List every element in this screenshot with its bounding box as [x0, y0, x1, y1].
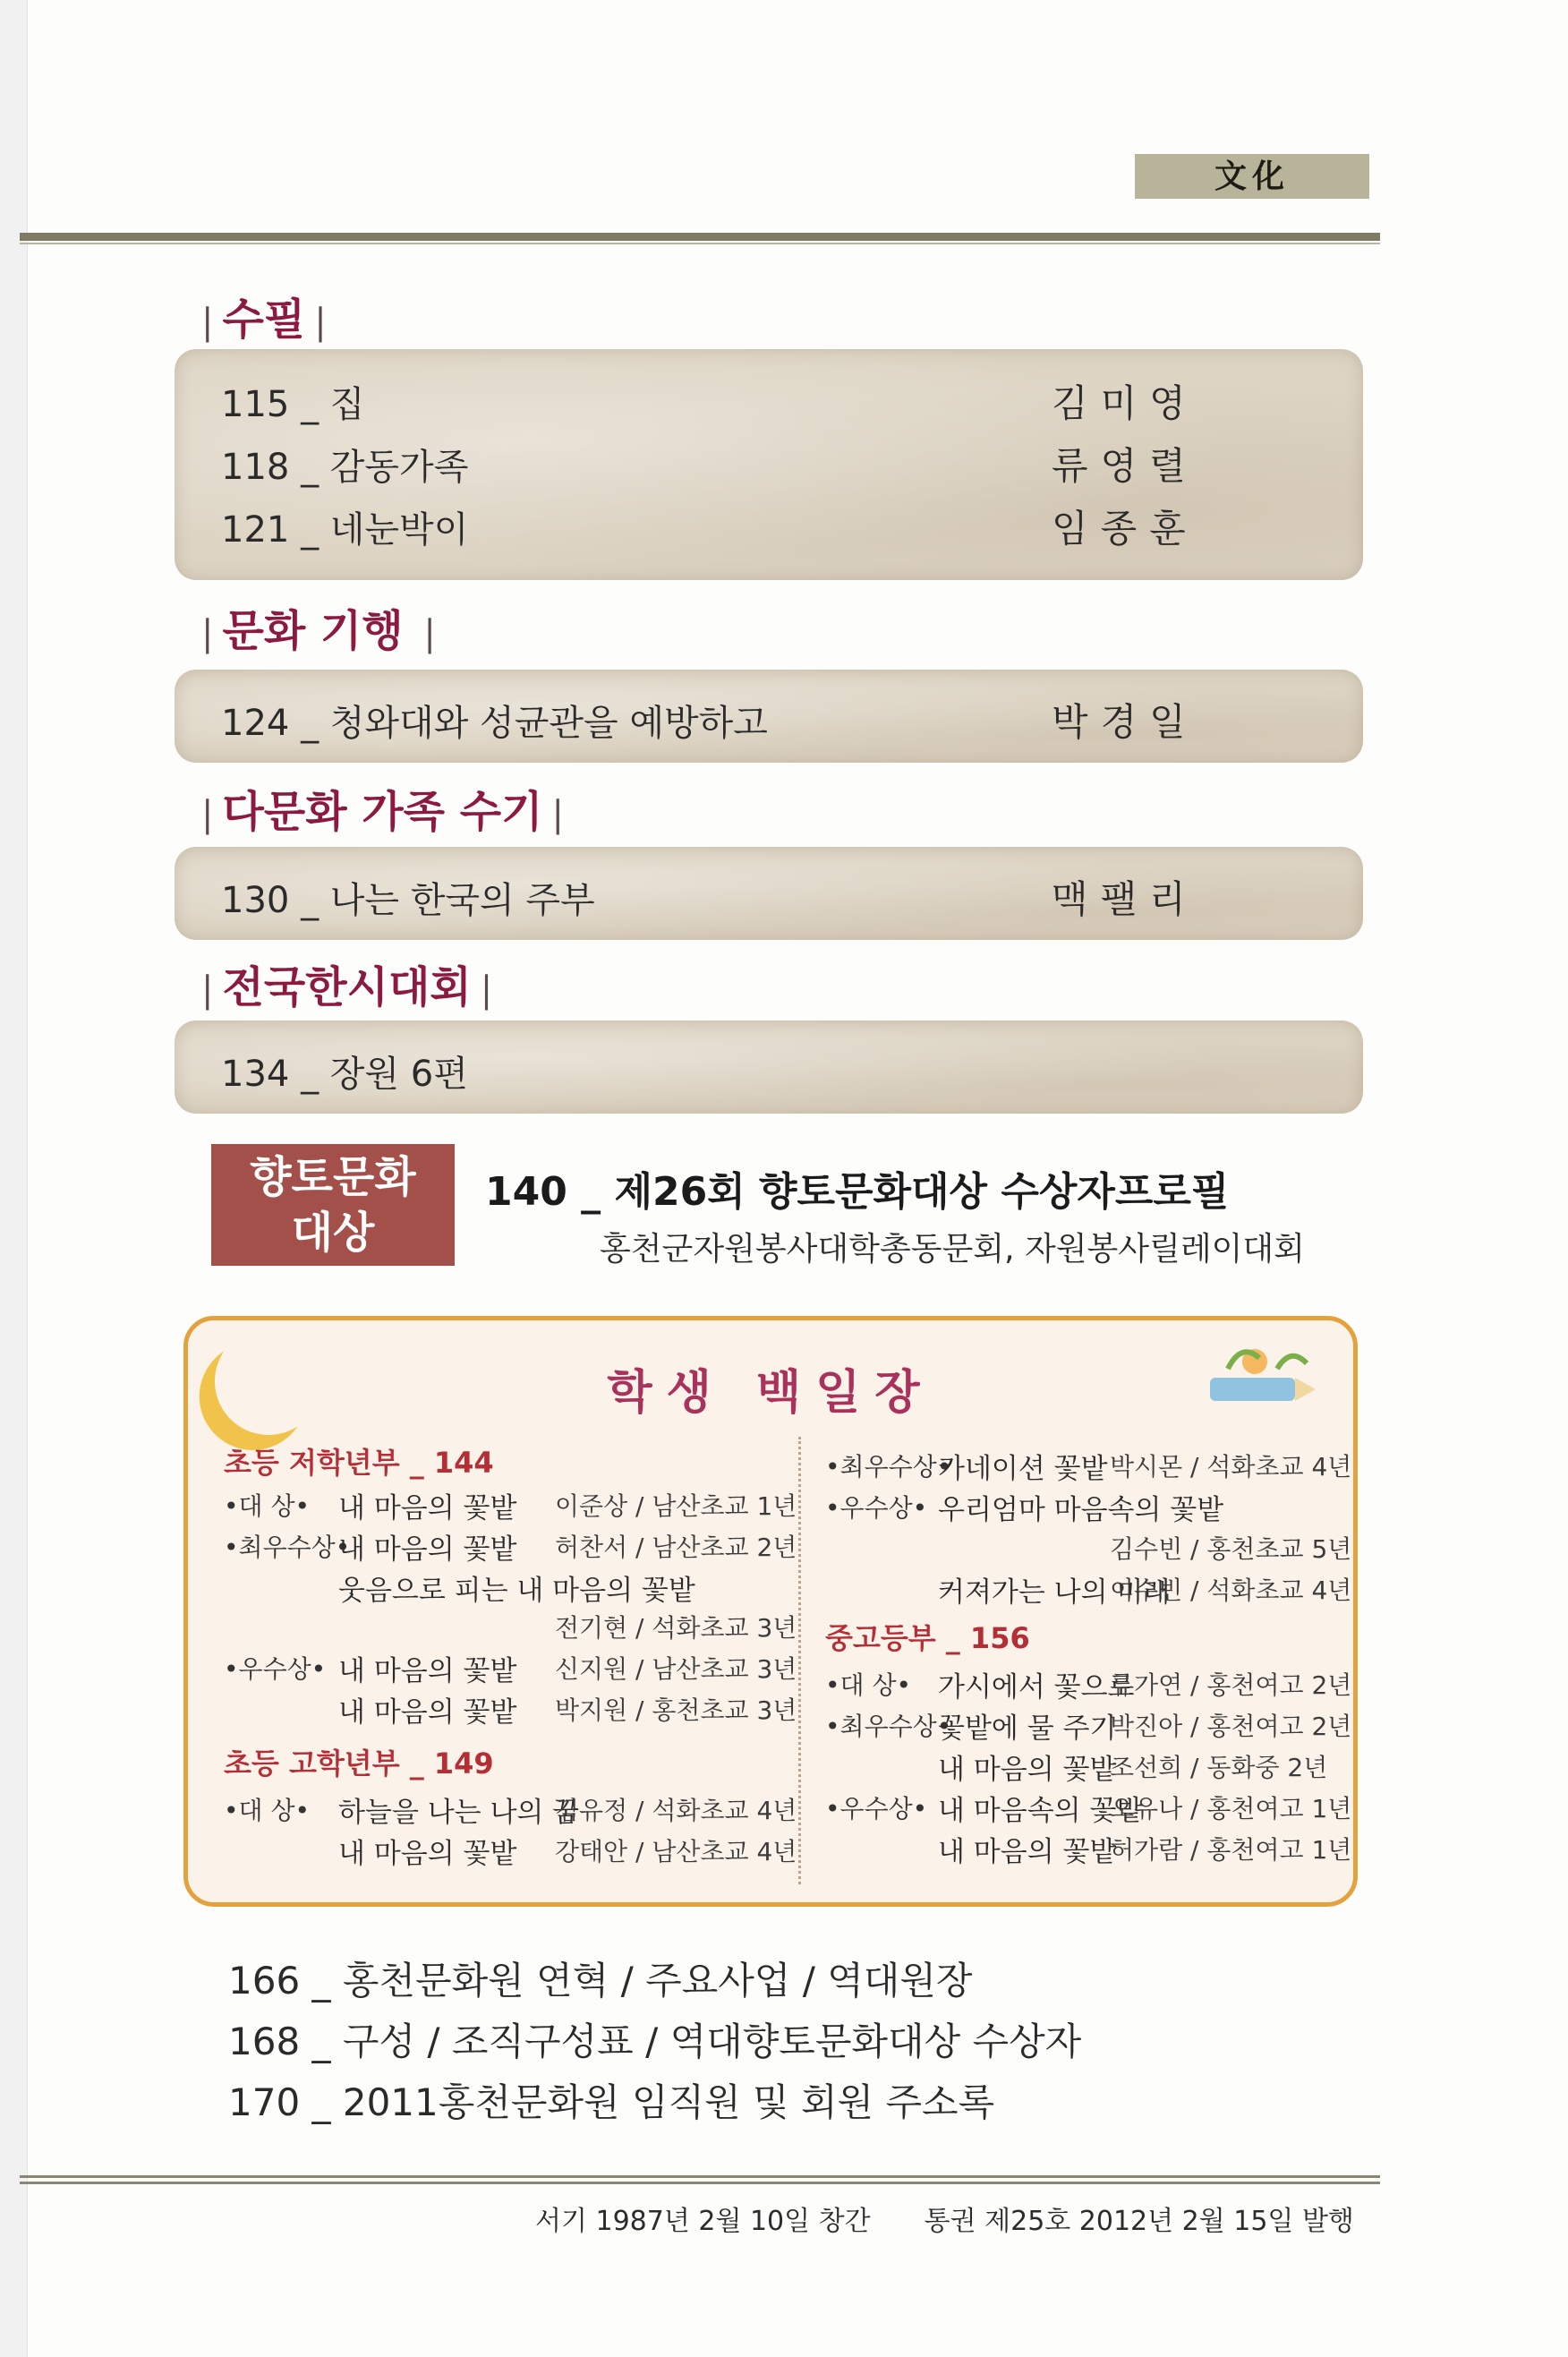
- award-title[interactable]: 140 _ 제26회 향토문화대상 수상자프로필: [485, 1169, 1230, 1215]
- section-panel-travel: [175, 670, 1363, 763]
- student-name: 강태안 / 남산초교 4년: [555, 1837, 797, 1866]
- founded-date: 서기 1987년 2월 10일 창간: [535, 2206, 871, 2237]
- student-name: 박진아 / 홍천여고 2년: [1110, 1712, 1352, 1741]
- prize-label: •최우수상•: [825, 1452, 952, 1482]
- bottom-rule: [20, 2175, 1380, 2184]
- issue-info: 통권 제25호 2012년 2월 15일 발행: [924, 2206, 1354, 2237]
- section-panel-essay: [175, 349, 1363, 580]
- section-title: 문화 기행: [222, 606, 404, 656]
- page-edge: [0, 0, 28, 2357]
- student-contest-panel: [183, 1316, 1358, 1907]
- prize-label: •대 상•: [224, 1491, 311, 1521]
- student-name: 류가연 / 홍천여고 2년: [1110, 1670, 1352, 1700]
- student-name: 김유정 / 석화초교 4년: [555, 1796, 797, 1825]
- work-title: 커져가는 나의 미래: [938, 1576, 1171, 1609]
- toc-entry[interactable]: 118 _ 감동가족: [221, 447, 469, 488]
- work-title: 내 마음의 꽃밭: [938, 1836, 1117, 1868]
- work-title: 하늘을 나는 나의 꿈: [338, 1797, 580, 1829]
- student-name: 김수빈 / 홍천초교 5년: [1110, 1534, 1352, 1564]
- work-title: 카네이션 꽃밭: [938, 1453, 1108, 1485]
- student-name: 허가람 / 홍천여고 1년: [1110, 1835, 1352, 1865]
- toc-entry[interactable]: 115 _ 집: [221, 384, 365, 425]
- student-name: 전기현 / 석화초교 3년: [555, 1613, 797, 1643]
- section-title: 수필: [222, 295, 306, 345]
- prize-label: •대 상•: [224, 1796, 311, 1825]
- section-panel-multicultural: [175, 847, 1363, 940]
- section-heading-multicultural: | 다문화 가족 수기 |: [201, 787, 564, 837]
- section-title: 전국한시대회: [222, 962, 472, 1012]
- toc-author: 맥팰리: [1052, 877, 1198, 921]
- toc-entry[interactable]: 121 _ 네눈박이: [221, 509, 469, 551]
- toc-entry[interactable]: 170 _ 2011홍천문화원 임직원 및 회원 주소록: [228, 2080, 995, 2124]
- award-badge-line1: 향토문화: [250, 1152, 416, 1202]
- student-name: 박시몬 / 석화초교 4년: [1110, 1452, 1352, 1482]
- student-name: 이수빈 / 석화초교 4년: [1110, 1576, 1352, 1605]
- work-title: 내 마음의 꽃밭: [938, 1754, 1117, 1786]
- prize-label: •우수상•: [825, 1794, 928, 1823]
- toc-author: 류영렬: [1052, 444, 1198, 488]
- work-title: 가시에서 꽃으로: [938, 1671, 1135, 1704]
- section-heading-travel: | 문화 기행 |: [201, 606, 436, 656]
- logo-text: 文化: [1214, 158, 1290, 195]
- work-title: 꽃밭에 물 주기: [938, 1712, 1117, 1745]
- toc-entry[interactable]: 130 _ 나는 한국의 주부: [221, 880, 595, 921]
- work-title: 내 마음의 꽃밭: [338, 1655, 517, 1687]
- prize-label: •우수상•: [224, 1654, 327, 1684]
- prize-label: •대 상•: [825, 1670, 912, 1700]
- magazine-logo: [1135, 154, 1369, 199]
- toc-entry[interactable]: 168 _ 구성 / 조직구성표 / 역대향토문화대상 수상자: [228, 2020, 1082, 2063]
- toc-author: 김미영: [1052, 381, 1198, 425]
- work-title: 내 마음의 꽃밭: [338, 1838, 517, 1870]
- student-contest-title: 학생 백일장: [607, 1366, 934, 1420]
- section-panel-poetry-contest: [175, 1021, 1363, 1114]
- section-heading-essay: | 수필 |: [201, 295, 327, 345]
- work-title: 우리엄마 마음속의 꽃밭: [938, 1494, 1224, 1526]
- award-badge: [211, 1144, 455, 1266]
- prize-label: •우수상•: [825, 1493, 928, 1523]
- prize-label: •최우수상•: [224, 1533, 351, 1562]
- top-rule: [20, 233, 1380, 244]
- work-title: 내 마음속의 꽃밭: [938, 1795, 1144, 1827]
- award-subtitle: 홍천군자원봉사대학총동문회, 자원봉사릴레이대회: [600, 1231, 1305, 1268]
- student-name: 조선희 / 동화중 2년: [1110, 1753, 1328, 1782]
- category-heading: 초등 저학년부 _ 144: [224, 1446, 494, 1480]
- work-title: 내 마음의 꽃밭: [338, 1696, 517, 1729]
- publication-footer: [535, 2199, 1408, 2238]
- work-title: 내 마음의 꽃밭: [338, 1533, 517, 1566]
- section-title: 다문화 가족 수기: [222, 787, 543, 837]
- toc-entry[interactable]: 134 _ 장원 6편: [221, 1054, 468, 1095]
- column-divider: [798, 1437, 801, 1884]
- student-name: 오유나 / 홍천여고 1년: [1110, 1794, 1352, 1823]
- student-name: 허찬서 / 남산초교 2년: [555, 1533, 797, 1562]
- prize-label: •최우수상•: [825, 1712, 952, 1741]
- toc-author: 임종훈: [1052, 507, 1198, 551]
- toc-entry[interactable]: 124 _ 청와대와 성균관을 예방하고: [221, 703, 768, 744]
- work-title: 내 마음의 꽃밭: [338, 1492, 517, 1524]
- section-heading-poetry-contest: | 전국한시대회 |: [201, 962, 493, 1012]
- category-heading: 초등 고학년부 _ 149: [224, 1746, 494, 1781]
- student-name: 박지원 / 홍천초교 3년: [555, 1695, 797, 1725]
- student-name: 신지원 / 남산초교 3년: [555, 1654, 797, 1684]
- category-heading: 중고등부 _ 156: [825, 1621, 1030, 1655]
- work-title: 웃음으로 피는 내 마음의 꽃밭: [338, 1575, 695, 1607]
- award-badge-line2: 대상: [291, 1208, 375, 1258]
- toc-entry[interactable]: 166 _ 홍천문화원 연혁 / 주요사업 / 역대원장: [228, 1959, 973, 2003]
- student-name: 이준상 / 남산초교 1년: [555, 1491, 797, 1521]
- toc-author: 박경일: [1052, 700, 1198, 744]
